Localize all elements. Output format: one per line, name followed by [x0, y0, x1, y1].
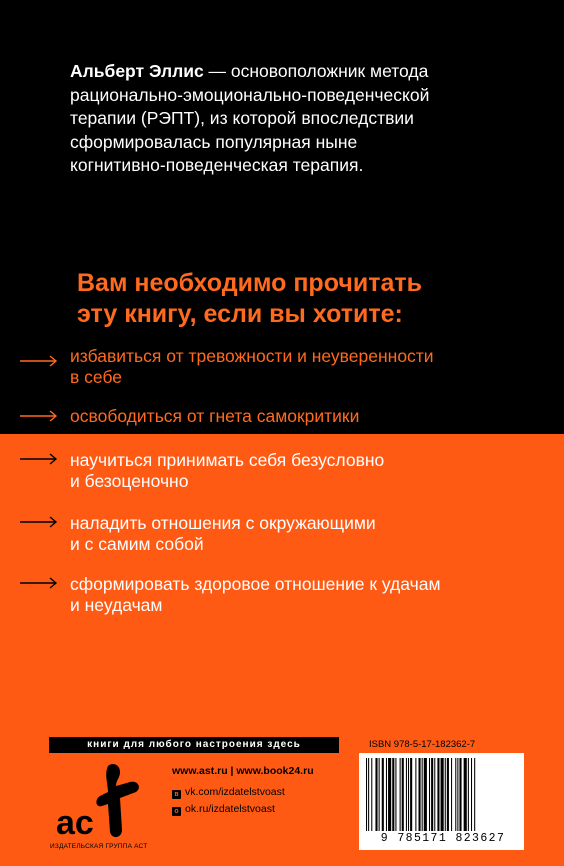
ast-logo	[50, 760, 150, 850]
vk-link	[172, 786, 285, 799]
intro-line: когнитивно-поведенческая терапия.	[70, 155, 364, 175]
arrow-right-icon	[20, 354, 58, 368]
tagline-banner: книги для любого настроения здесь	[49, 737, 339, 753]
arrow-right-icon	[20, 576, 58, 590]
list-item-line: и с самим собой	[70, 534, 204, 554]
list-item-line: освободиться от гнета самокритики	[70, 406, 360, 426]
intro-line: рационально-эмоционально-поведенческой	[70, 84, 430, 105]
barcode-bar	[455, 758, 456, 831]
list-item-text	[70, 574, 540, 616]
list-item-text	[70, 513, 540, 555]
author-name: Альберт Эллис	[70, 61, 204, 81]
barcode-bar	[437, 758, 439, 831]
list-item-line: и неудачам	[70, 595, 163, 615]
barcode-bar	[434, 758, 435, 831]
list-item-text	[70, 450, 540, 492]
barcode-bar	[471, 758, 472, 831]
list-item-line: наладить отношения с окружающими	[70, 513, 376, 533]
heading-line: эту книгу, если вы хотите:	[77, 300, 403, 328]
barcode-bar	[395, 758, 396, 831]
barcode-bar	[375, 758, 377, 831]
barcode-bar	[368, 758, 369, 831]
barcode-bar	[451, 758, 452, 831]
barcode-bar	[415, 758, 416, 831]
barcode-icon	[364, 758, 520, 831]
vk-url: vk.com/izdatelstvoast	[185, 786, 285, 798]
intro-line: сформировалась популярная ныне	[70, 131, 358, 152]
publisher-caption: ИЗДАТЕЛЬСКАЯ ГРУППА АСТ	[50, 843, 148, 850]
barcode-bar	[408, 758, 409, 831]
barcode-bar	[371, 758, 372, 831]
intro-line: терапии (РЭПТ), из которой впоследствии	[70, 108, 414, 128]
barcode-bar	[468, 758, 469, 831]
barcode-number: 9 785171 823627	[380, 832, 506, 845]
arrow-right-icon	[20, 409, 58, 423]
barcode-bar	[431, 758, 433, 831]
list-item-line: в себе	[70, 367, 123, 387]
intro-line: — основоположник метода	[203, 61, 429, 81]
barcode-bar	[464, 758, 467, 831]
arrow-right-icon	[20, 452, 58, 466]
reasons-heading	[77, 268, 517, 330]
barcode-bar	[419, 758, 421, 831]
barcode-bar	[459, 758, 461, 831]
barcode-bar	[388, 758, 391, 831]
barcode-bar	[406, 758, 407, 831]
barcode-bar	[410, 758, 412, 831]
barcode-bar	[382, 758, 384, 831]
ok-link	[172, 803, 275, 816]
barcode-bar	[457, 758, 458, 831]
barcode-bar	[386, 758, 387, 831]
barcode-bar	[441, 758, 444, 831]
barcode-bar	[447, 758, 449, 831]
list-item-line: научиться принимать себя безусловно	[70, 450, 385, 470]
barcode-bar	[429, 758, 430, 831]
arrow-right-icon	[20, 515, 58, 529]
list-item-text	[70, 346, 540, 388]
author-intro	[70, 60, 510, 178]
barcode-bar	[424, 758, 427, 831]
list-item-line: и безоценочно	[70, 471, 189, 491]
vk-icon: в	[172, 790, 181, 799]
barcode-bar	[445, 758, 446, 831]
barcode-bar	[379, 758, 380, 831]
ok-icon: о	[172, 807, 181, 816]
ok-url: ok.ru/izdatelstvoast	[185, 803, 275, 815]
websites-text: www.ast.ru | www.book24.ru	[172, 765, 314, 777]
list-item-line: сформировать здоровое отношение к удачам	[70, 574, 441, 594]
barcode-bar	[474, 758, 475, 831]
list-item-line: избавиться от тревожности и неуверенности	[70, 346, 434, 366]
barcode-bar	[392, 758, 394, 831]
barcode-bar	[422, 758, 423, 831]
logo-text: ac	[56, 804, 94, 842]
barcode-bar	[400, 758, 401, 831]
isbn-label: ISBN 978-5-17-182362-7	[369, 739, 476, 750]
list-item-text	[70, 406, 540, 427]
barcode-bar	[366, 758, 367, 831]
barcode-bar	[402, 758, 404, 831]
heading-line: Вам необходимо прочитать	[77, 269, 422, 297]
